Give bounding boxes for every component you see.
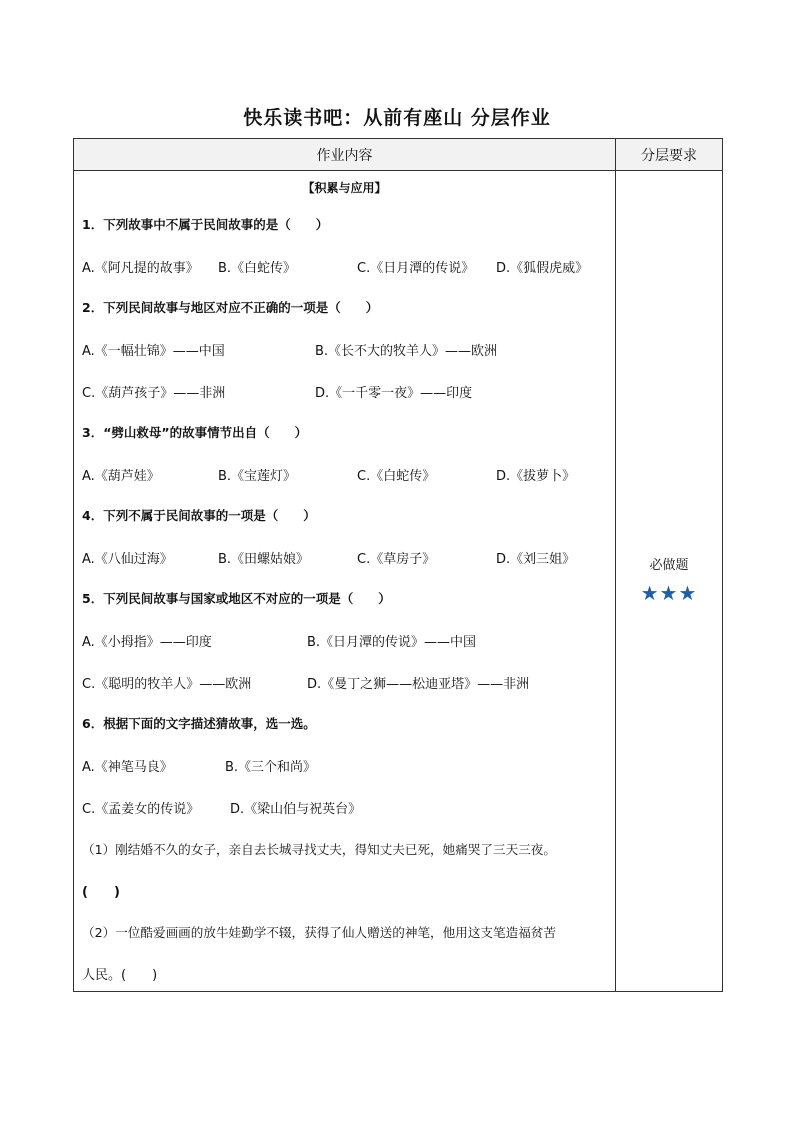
q6-option-c: C.《孟姜女的传说》 [82, 802, 200, 817]
q3-option-b: B.《宝莲灯》 [218, 469, 297, 484]
q5-option-b: B.《日月潭的传说》——中国 [307, 635, 477, 650]
q3-option-d: D.《拔萝卜》 [496, 469, 576, 484]
page-title: 快乐读书吧：从前有座山 分层作业 [243, 107, 551, 129]
q2-option-d: D.《一千零一夜》——印度 [315, 386, 473, 401]
content-cell [74, 171, 616, 992]
q6-option-a: A.《神笔马良》 [82, 760, 173, 775]
q1-option-d: D.《狐假虎威》 [496, 261, 589, 276]
q4-option-b: B.《田螺姑娘》 [218, 552, 310, 567]
q4-option-d: D.《刘三姐》 [496, 552, 576, 567]
q4-option-a: A.《八仙过海》 [82, 552, 173, 567]
header-level: 分层要求 [616, 139, 723, 171]
q4-option-c: C.《草房子》 [357, 552, 436, 567]
q3-option-c: C.《白蛇传》 [357, 469, 436, 484]
header-content: 作业内容 [74, 139, 616, 171]
q2-option-b: B.《长不大的牧羊人》——欧洲 [315, 344, 498, 359]
q6-option-d: D.《梁山伯与祝英台》 [230, 802, 362, 817]
section-heading: 【积累与应用】 [302, 181, 387, 195]
q1-option-c: C.《日月潭的传说》 [357, 261, 475, 276]
question-4-stem: 4．下列不属于民间故事的一项是（ ） [82, 508, 316, 523]
q5-option-d: D.《曼丁之狮——松迪亚塔》——非洲 [307, 677, 530, 692]
level-label: 必做题 [649, 558, 689, 573]
q1-option-a: A.《阿凡提的故事》 [82, 261, 199, 276]
q2-option-c: C.《葫芦孩子》——非洲 [82, 386, 226, 401]
question-5-stem: 5．下列民间故事与国家或地区不对应的一项是（ ） [82, 591, 391, 606]
q5-option-c: C.《聪明的牧羊人》——欧洲 [82, 677, 252, 692]
q3-option-a: A.《葫芦娃》 [82, 469, 160, 484]
difficulty-stars-icon: ★★★ [640, 581, 698, 605]
q6-option-b: B.《三个和尚》 [225, 760, 317, 775]
homework-table [73, 138, 723, 992]
q2-option-a: A.《一幅壮锦》——中国 [82, 344, 225, 359]
q5-option-a: A.《小拇指》——印度 [82, 635, 212, 650]
q1-option-b: B.《白蛇传》 [218, 261, 297, 276]
question-2-stem: 2．下列民间故事与地区对应不正确的一项是（ ） [82, 300, 379, 315]
question-3-stem: 3．“劈山救母”的故事情节出自（ ） [82, 425, 308, 440]
question-6-stem: 6．根据下面的文字描述猜故事，选一选。 [82, 716, 316, 731]
q6-statement-1: （1）刚结婚不久的女子，亲自去长城寻找丈夫，得知丈夫已死，她痛哭了三天三夜。 [82, 842, 556, 857]
q6-statement-2-end: 人民。( ) [82, 968, 158, 983]
question-1-stem: 1．下列故事中不属于民间故事的是（ ） [82, 217, 329, 232]
q6-statement-2: （2）一位酷爱画画的放牛娃勤学不辍，获得了仙人赠送的神笔，他用这支笔造福贫苦 [82, 925, 556, 940]
level-cell [616, 171, 723, 992]
q6-answer-blank-1[interactable]: ( ) [82, 885, 120, 900]
